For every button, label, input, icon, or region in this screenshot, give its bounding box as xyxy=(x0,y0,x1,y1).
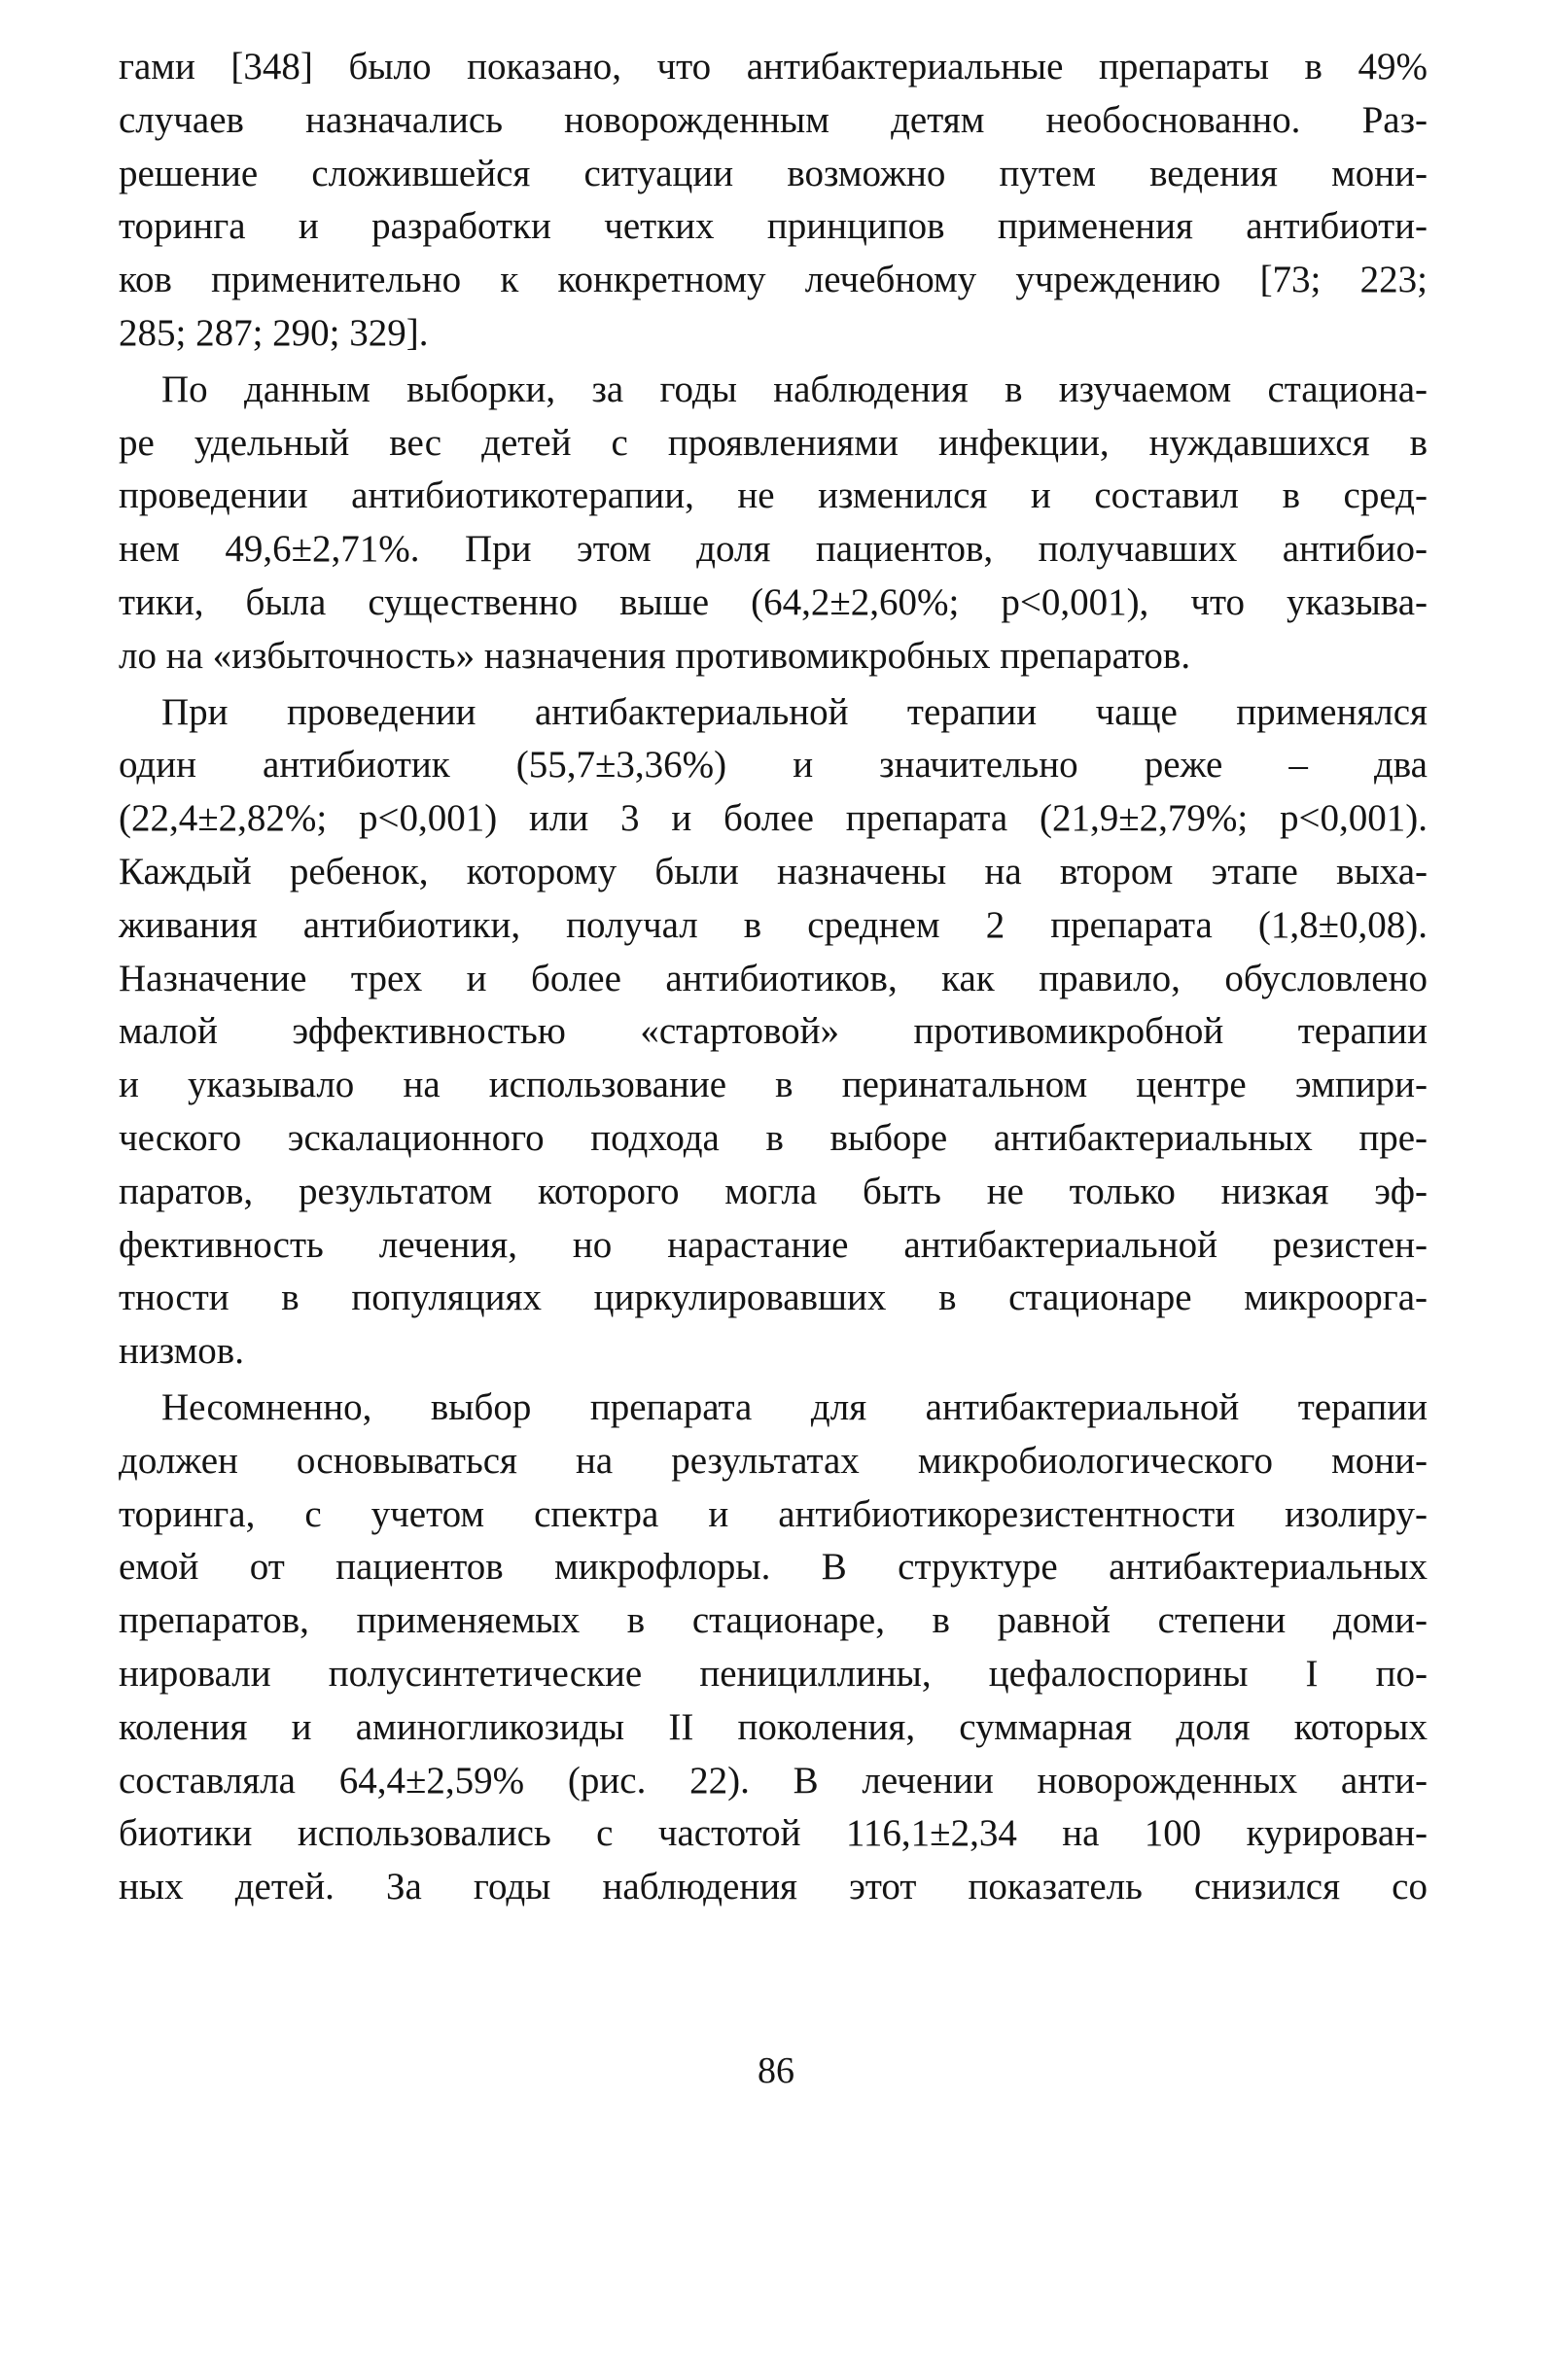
paragraph xyxy=(119,364,1428,683)
text-line: случаев назначались новорожденным детям необоснованно. Раз- xyxy=(119,98,1428,141)
paragraph xyxy=(119,41,1428,361)
text-line: низмов. xyxy=(119,1330,244,1373)
text-line: ков применительно к конкретному лечебному учреждению [73; 223; xyxy=(119,259,1428,301)
text-line: паратов, результатом которого могла быть не только низкая эф- xyxy=(119,1170,1428,1212)
text-line: ческого эскалационного подхода в выборе антибактериальных пре- xyxy=(119,1116,1428,1159)
text-line: При проведении антибактериальной терапии чаще применялся xyxy=(161,690,1428,733)
page-number: 86 xyxy=(758,2050,794,2091)
text-line: торинга и разработки четких принципов применения антибиоти- xyxy=(119,205,1428,248)
paragraph xyxy=(119,686,1428,1379)
text-line: составляла 64,4±2,59% (рис. 22). В лечении новорожденных анти- xyxy=(119,1759,1428,1802)
text-line: и указывало на использование в перинатальном центре эмпири- xyxy=(119,1064,1428,1106)
text-line: фективность лечения, но нарастание антибактериальной резистен- xyxy=(119,1223,1428,1266)
body-text xyxy=(119,41,1428,1914)
text-line: По данным выборки, за годы наблюдения в изучаемом стациона- xyxy=(161,368,1428,410)
text-line: Несомненно, выбор препарата для антибактериальной терапии xyxy=(161,1385,1428,1428)
text-line: решение сложившейся ситуации возможно путем ведения мони- xyxy=(119,152,1428,194)
paragraph xyxy=(119,1382,1428,1914)
text-line: ло на «избыточность» назначения противомикробных препаратов. xyxy=(119,634,1191,677)
text-line: ре удельный вес детей с проявлениями инфекции, нуждавшихся в xyxy=(119,421,1428,464)
text-line: проведении антибиотикотерапии, не изменился и составил в сред- xyxy=(119,474,1428,517)
text-line: 285; 287; 290; 329]. xyxy=(119,311,429,354)
text-line: должен основываться на результатах микробиологического мони- xyxy=(119,1439,1428,1482)
text-line: (22,4±2,82%; p<0,001) или 3 и более препарата (21,9±2,79%; p<0,001). xyxy=(119,797,1428,840)
text-line: препаратов, применяемых в стационаре, в равной степени доми- xyxy=(119,1599,1428,1642)
text-line: один антибиотик (55,7±3,36%) и значительно реже – два xyxy=(119,744,1428,787)
text-line: тики, была существенно выше (64,2±2,60%; p<0,001), что указыва- xyxy=(119,580,1428,623)
text-line: малой эффективностью «стартовой» противомикробной терапии xyxy=(119,1010,1428,1053)
text-line: нировали полусинтетические пенициллины, цефалоспорины I по- xyxy=(119,1652,1428,1695)
text-line: коления и аминогликозиды II поколения, суммарная доля которых xyxy=(119,1705,1428,1748)
text-line: нем 49,6±2,71%. При этом доля пациентов, получавших антибио- xyxy=(119,528,1428,571)
text-line: тности в популяциях циркулировавших в стационаре микроорга- xyxy=(119,1277,1428,1319)
text-line: биотики использовались с частотой 116,1±2,34 на 100 курирован- xyxy=(119,1812,1428,1855)
text-line: Каждый ребенок, которому были назначены на втором этапе выха- xyxy=(119,850,1428,892)
text-line: ных детей. За годы наблюдения этот показатель снизился со xyxy=(119,1866,1428,1908)
text-line: Назначение трех и более антибиотиков, как правило, обусловлено xyxy=(119,957,1428,999)
text-line: живания антибиотики, получал в среднем 2 препарата (1,8±0,08). xyxy=(119,903,1428,946)
text-line: гами [348] было показано, что антибактериальные препараты в 49% xyxy=(119,46,1428,88)
text-line: торинга, с учетом спектра и антибиотикорезистентности изолиру- xyxy=(119,1492,1428,1535)
text-line: емой от пациентов микрофлоры. В структуре антибактериальных xyxy=(119,1546,1428,1589)
